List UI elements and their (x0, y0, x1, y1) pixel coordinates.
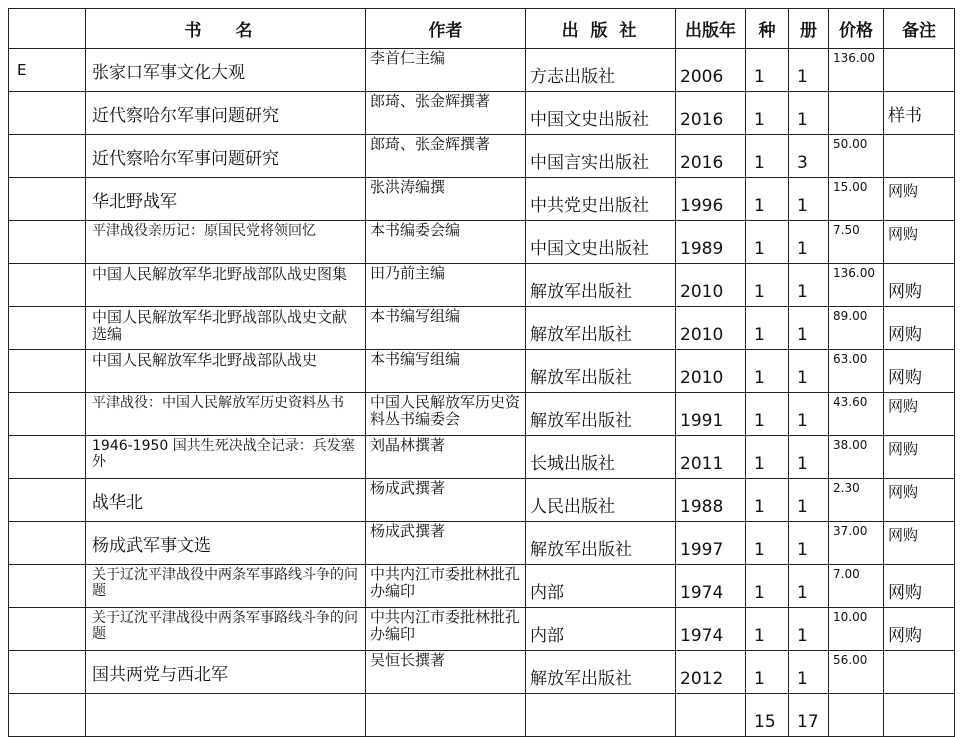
cell-price: 43.60 (829, 393, 884, 436)
cell-author: 本书编写组编 (366, 350, 526, 393)
cell-price: 15.00 (829, 178, 884, 221)
cell-kinds: 1 (746, 350, 789, 393)
cell-index (9, 92, 86, 135)
cell-index (9, 479, 86, 522)
cell-publisher: 中国言实出版社 (526, 135, 676, 178)
cell-publisher: 方志出版社 (526, 49, 676, 92)
cell-volumes: 1 (789, 522, 829, 565)
cell-publisher: 解放军出版社 (526, 264, 676, 307)
cell-author: 刘晶林撰著 (366, 436, 526, 479)
cell-index (9, 436, 86, 479)
cell-price: 10.00 (829, 608, 884, 651)
cell-kinds: 1 (746, 49, 789, 92)
cell-note: 样书 (884, 92, 955, 135)
cell-volumes: 1 (789, 307, 829, 350)
totals-row (9, 694, 955, 737)
cell-kinds: 1 (746, 651, 789, 694)
cell-title: 1946-1950 国共生死决战全记录：兵发塞外 (86, 436, 366, 479)
header-index (9, 9, 86, 49)
cell-price (829, 92, 884, 135)
cell-year: 2010 (676, 350, 746, 393)
header-author: 作者 (366, 9, 526, 49)
cell-title: 国共两党与西北军 (86, 651, 366, 694)
table-row (9, 307, 955, 350)
cell-note: 网购 (884, 307, 955, 350)
cell-kinds: 1 (746, 135, 789, 178)
cell-note: 网购 (884, 178, 955, 221)
cell-year: 1988 (676, 479, 746, 522)
cell-title: 中国人民解放军华北野战部队战史 (86, 350, 366, 393)
table-row (9, 651, 955, 694)
cell-index (9, 221, 86, 264)
cell-index: E (9, 49, 86, 92)
cell-price: 7.50 (829, 221, 884, 264)
cell-volumes: 1 (789, 479, 829, 522)
table-row (9, 608, 955, 651)
table-row (9, 264, 955, 307)
cell-price: 89.00 (829, 307, 884, 350)
cell-volumes: 3 (789, 135, 829, 178)
cell-publisher: 中国文史出版社 (526, 92, 676, 135)
table-row (9, 565, 955, 608)
cell-note (884, 651, 955, 694)
book-list-table (8, 8, 955, 737)
table-row (9, 393, 955, 436)
cell-title: 中国人民解放军华北野战部队战史图集 (86, 264, 366, 307)
cell-note: 网购 (884, 565, 955, 608)
cell-volumes: 1 (789, 221, 829, 264)
cell-price: 63.00 (829, 350, 884, 393)
header-row (9, 9, 955, 49)
cell-year: 1974 (676, 608, 746, 651)
cell-author: 本书编委会编 (366, 221, 526, 264)
table-row (9, 350, 955, 393)
cell-note: 网购 (884, 479, 955, 522)
cell-publisher: 内部 (526, 565, 676, 608)
cell-publisher: 解放军出版社 (526, 522, 676, 565)
totals-blank (526, 694, 676, 737)
cell-volumes: 1 (789, 49, 829, 92)
cell-publisher: 内部 (526, 608, 676, 651)
totals-volumes: 17 (789, 694, 829, 737)
cell-note: 网购 (884, 221, 955, 264)
cell-author: 杨成武撰著 (366, 522, 526, 565)
cell-volumes: 1 (789, 436, 829, 479)
cell-author: 郎琦、张金辉撰著 (366, 135, 526, 178)
table-row (9, 479, 955, 522)
cell-year: 2006 (676, 49, 746, 92)
cell-price: 136.00 (829, 264, 884, 307)
cell-index (9, 178, 86, 221)
totals-blank (86, 694, 366, 737)
cell-note: 网购 (884, 436, 955, 479)
cell-volumes: 1 (789, 565, 829, 608)
cell-note: 网购 (884, 608, 955, 651)
cell-price: 37.00 (829, 522, 884, 565)
table-row (9, 49, 955, 92)
table-row (9, 221, 955, 264)
table-row (9, 135, 955, 178)
cell-title: 杨成武军事文选 (86, 522, 366, 565)
table-row (9, 522, 955, 565)
cell-publisher: 中国文史出版社 (526, 221, 676, 264)
cell-author: 吴恒长撰著 (366, 651, 526, 694)
header-publisher: 出 版 社 (526, 9, 676, 49)
cell-price: 136.00 (829, 49, 884, 92)
cell-author: 田乃前主编 (366, 264, 526, 307)
header-kinds: 种 (746, 9, 789, 49)
cell-kinds: 1 (746, 565, 789, 608)
cell-volumes: 1 (789, 264, 829, 307)
cell-kinds: 1 (746, 522, 789, 565)
cell-publisher: 解放军出版社 (526, 307, 676, 350)
cell-publisher: 长城出版社 (526, 436, 676, 479)
cell-title: 近代察哈尔军事问题研究 (86, 135, 366, 178)
cell-kinds: 1 (746, 608, 789, 651)
cell-author: 中国人民解放军历史资料丛书编委会 (366, 393, 526, 436)
cell-index (9, 608, 86, 651)
totals-blank (9, 694, 86, 737)
totals-blank (366, 694, 526, 737)
totals-kinds: 15 (746, 694, 789, 737)
cell-index (9, 264, 86, 307)
table-row (9, 436, 955, 479)
header-price: 价格 (829, 9, 884, 49)
cell-price: 38.00 (829, 436, 884, 479)
cell-author: 郎琦、张金辉撰著 (366, 92, 526, 135)
cell-year: 1996 (676, 178, 746, 221)
cell-index (9, 651, 86, 694)
cell-year: 2012 (676, 651, 746, 694)
cell-year: 2016 (676, 135, 746, 178)
totals-blank (884, 694, 955, 737)
cell-index (9, 135, 86, 178)
cell-title: 平津战役亲历记：原国民党将领回忆 (86, 221, 366, 264)
cell-publisher: 人民出版社 (526, 479, 676, 522)
cell-volumes: 1 (789, 350, 829, 393)
cell-volumes: 1 (789, 178, 829, 221)
cell-index (9, 522, 86, 565)
cell-price: 2.30 (829, 479, 884, 522)
cell-note: 网购 (884, 393, 955, 436)
cell-index (9, 350, 86, 393)
cell-year: 2010 (676, 307, 746, 350)
cell-author: 李首仁主编 (366, 49, 526, 92)
cell-year: 1974 (676, 565, 746, 608)
header-title: 书 名 (86, 9, 366, 49)
cell-kinds: 1 (746, 178, 789, 221)
cell-year: 1989 (676, 221, 746, 264)
cell-publisher: 解放军出版社 (526, 393, 676, 436)
cell-volumes: 1 (789, 92, 829, 135)
cell-publisher: 解放军出版社 (526, 350, 676, 393)
cell-price: 56.00 (829, 651, 884, 694)
cell-year: 1997 (676, 522, 746, 565)
cell-year: 2011 (676, 436, 746, 479)
cell-year: 2010 (676, 264, 746, 307)
cell-note (884, 135, 955, 178)
totals-blank (829, 694, 884, 737)
cell-title: 华北野战军 (86, 178, 366, 221)
cell-publisher: 解放军出版社 (526, 651, 676, 694)
cell-author: 杨成武撰著 (366, 479, 526, 522)
cell-note: 网购 (884, 264, 955, 307)
cell-title: 平津战役：中国人民解放军历史资料丛书 (86, 393, 366, 436)
cell-kinds: 1 (746, 264, 789, 307)
cell-author: 本书编写组编 (366, 307, 526, 350)
cell-price: 7.00 (829, 565, 884, 608)
cell-title: 关于辽沈平津战役中两条军事路线斗争的问题 (86, 608, 366, 651)
cell-index (9, 393, 86, 436)
table-row (9, 178, 955, 221)
cell-index (9, 307, 86, 350)
header-note: 备注 (884, 9, 955, 49)
cell-volumes: 1 (789, 651, 829, 694)
cell-kinds: 1 (746, 479, 789, 522)
header-year: 出版年 (676, 9, 746, 49)
cell-kinds: 1 (746, 221, 789, 264)
cell-note: 网购 (884, 350, 955, 393)
cell-title: 张家口军事文化大观 (86, 49, 366, 92)
cell-title: 战华北 (86, 479, 366, 522)
cell-kinds: 1 (746, 436, 789, 479)
cell-kinds: 1 (746, 307, 789, 350)
table-row (9, 92, 955, 135)
cell-volumes: 1 (789, 608, 829, 651)
cell-price: 50.00 (829, 135, 884, 178)
cell-title: 关于辽沈平津战役中两条军事路线斗争的问题 (86, 565, 366, 608)
cell-author: 张洪涛编撰 (366, 178, 526, 221)
cell-author: 中共内江市委批林批孔办编印 (366, 608, 526, 651)
cell-publisher: 中共党史出版社 (526, 178, 676, 221)
cell-note (884, 49, 955, 92)
cell-author: 中共内江市委批林批孔办编印 (366, 565, 526, 608)
cell-title: 近代察哈尔军事问题研究 (86, 92, 366, 135)
cell-year: 1991 (676, 393, 746, 436)
cell-kinds: 1 (746, 92, 789, 135)
cell-title: 中国人民解放军华北野战部队战史文献选编 (86, 307, 366, 350)
totals-blank (676, 694, 746, 737)
cell-volumes: 1 (789, 393, 829, 436)
cell-index (9, 565, 86, 608)
cell-kinds: 1 (746, 393, 789, 436)
cell-year: 2016 (676, 92, 746, 135)
cell-note: 网购 (884, 522, 955, 565)
header-volumes: 册 (789, 9, 829, 49)
